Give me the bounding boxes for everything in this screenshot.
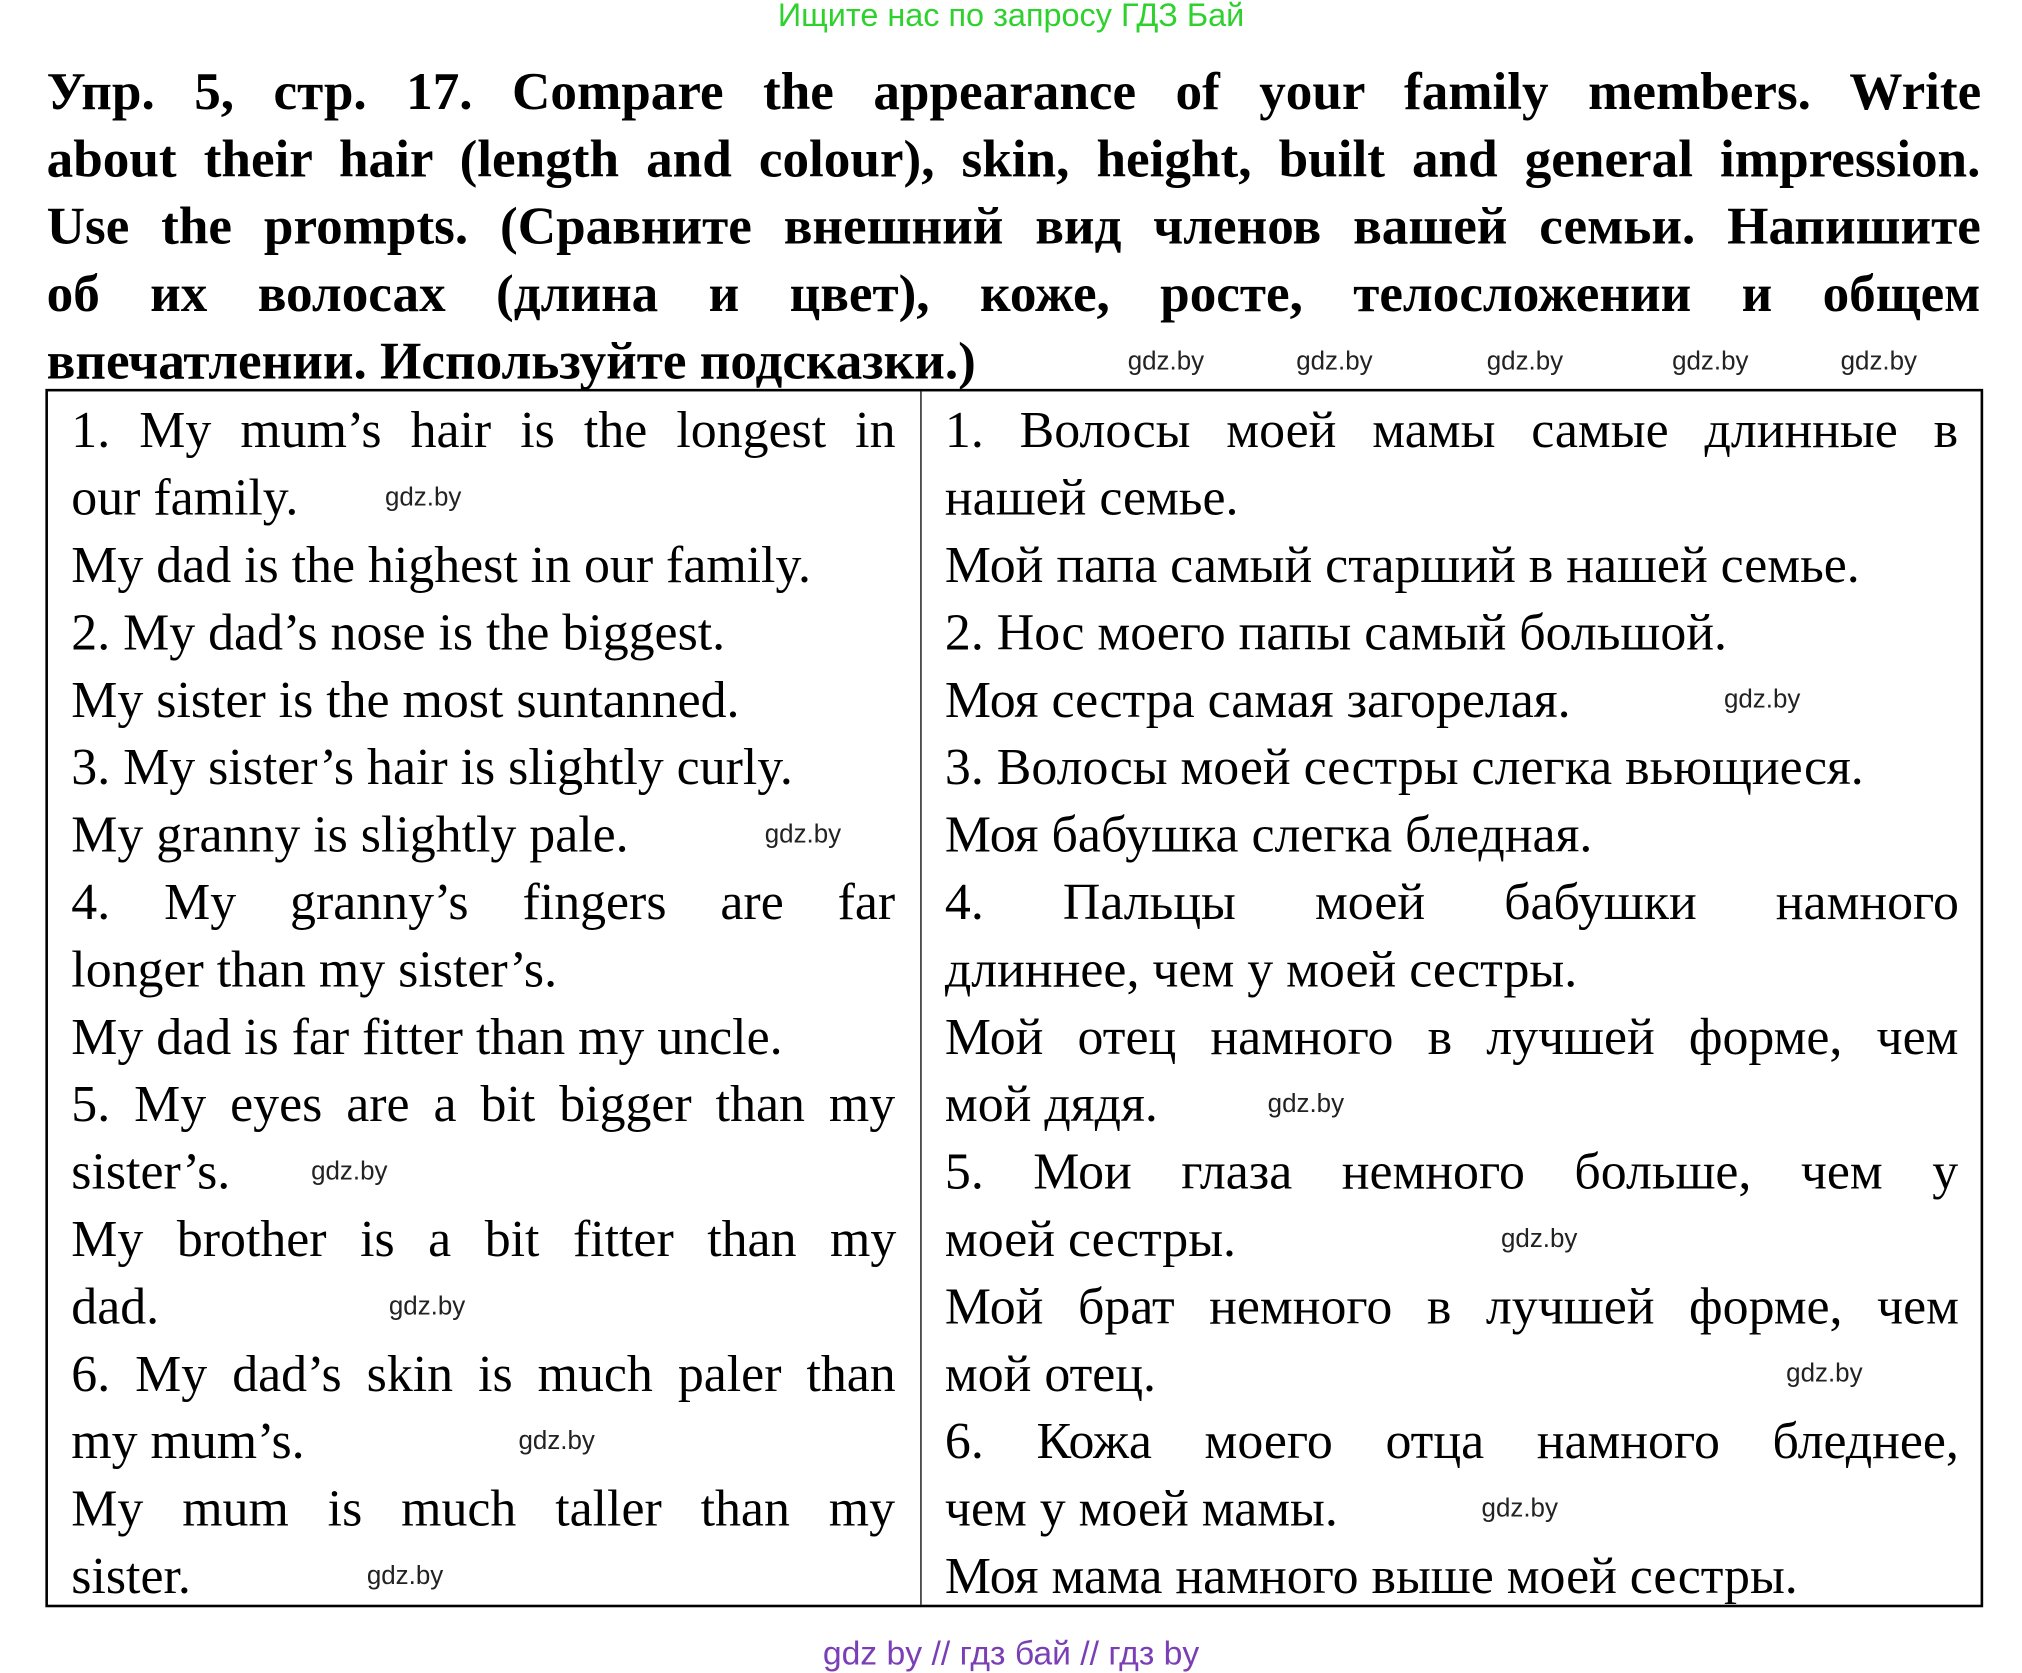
- russian-line-text: 6. Кожа моего отца намного бледнее,: [944, 1411, 1959, 1470]
- russian-line-text: 5. Мои глаза немного больше, чем у: [944, 1141, 1959, 1201]
- english-line: [71, 1138, 895, 1205]
- russian-line-text: нашей семье.: [944, 467, 1239, 527]
- english-line: [71, 397, 895, 464]
- russian-line-text: чем у моей мамы.: [944, 1478, 1338, 1538]
- search-banner: Ищите нас по запросу ГДЗ Бай: [777, 0, 1245, 34]
- english-line: [71, 1273, 895, 1340]
- russian-line-text: 2. Нос моего папы самый большой.: [944, 602, 1727, 662]
- russian-line: [945, 464, 1959, 531]
- heading-line-text: Use the prompts. (Сравните внешний вид членов вашей семьи. Напишите: [46, 195, 1981, 256]
- english-line-text: our family.: [71, 467, 299, 527]
- russian-line: [945, 1273, 1959, 1340]
- russian-line-text: Моя бабушка слегка бледная.: [944, 804, 1593, 864]
- russian-line-text: мой дядя.: [944, 1074, 1158, 1133]
- russian-line-text: Моя мама намного выше моей сестры.: [944, 1546, 1798, 1605]
- russian-line: [945, 1408, 1959, 1475]
- watermark: gdz.by: [384, 483, 462, 512]
- russian-line: [945, 1071, 1959, 1138]
- heading-line-text: об их волосах (длина и цвет), коже, росте, телосложении и общем: [46, 263, 1981, 323]
- russian-line-text: моей сестры.: [944, 1209, 1237, 1268]
- english-line-text: 1. My mum’s hair is the longest in: [71, 400, 896, 459]
- russian-line: [945, 1542, 1959, 1609]
- russian-line: [945, 599, 1959, 666]
- english-column: [71, 397, 895, 1610]
- heading-line: [47, 124, 1981, 191]
- english-line-text: 6. My dad’s skin is much paler than: [71, 1344, 896, 1403]
- english-line: [71, 531, 895, 598]
- russian-line-text: Мой брат немного в лучшей форме, чем: [944, 1276, 1959, 1336]
- english-line: [71, 1071, 895, 1138]
- answer-table: [45, 389, 1983, 1607]
- english-line-text: My dad is far fitter than my uncle.: [71, 1007, 783, 1066]
- russian-line-text: Мой папа самый старший в нашей семье.: [944, 535, 1860, 594]
- english-line-text: sister.: [71, 1546, 191, 1605]
- watermark: gdz.by: [1786, 1359, 1863, 1389]
- english-line-text: My dad is the highest in our family.: [71, 535, 811, 594]
- watermark: gdz.by: [1672, 347, 1749, 376]
- russian-line-text: Мой отец намного в лучшей форме, чем: [944, 1007, 1959, 1066]
- english-line-text: My mum is much taller than my: [71, 1478, 896, 1538]
- english-line-text: longer than my sister’s.: [71, 939, 558, 999]
- watermark: gdz.by: [1296, 347, 1373, 376]
- russian-line: [945, 531, 1959, 598]
- heading-line-text: Упр. 5, стр. 17. Compare the appearance of your family members. Write: [46, 60, 1982, 121]
- watermark: gdz.by: [764, 820, 842, 850]
- english-line-text: dad.: [71, 1276, 160, 1336]
- watermark: gdz.by: [1127, 347, 1205, 376]
- russian-line: [945, 1475, 1959, 1542]
- watermark: gdz.by: [1723, 685, 1801, 715]
- watermark: gdz.by: [311, 1157, 388, 1187]
- russian-line-text: 3. Волосы моей сестры слегка вьющиеся.: [944, 737, 1864, 796]
- russian-line: [945, 868, 1959, 935]
- russian-line-text: длиннее, чем у моей сестры.: [944, 939, 1578, 999]
- russian-line: [945, 1138, 1959, 1205]
- watermark: gdz.by: [388, 1292, 466, 1321]
- english-line-text: sister’s.: [71, 1141, 231, 1201]
- heading-line: [47, 57, 1981, 124]
- russian-line: [945, 666, 1959, 733]
- russian-line-text: мой отец.: [944, 1344, 1157, 1403]
- heading-line: [47, 259, 1981, 326]
- english-line: [71, 1003, 895, 1070]
- russian-line-text: 4. Пальцы моей бабушки намного: [944, 872, 1959, 931]
- russian-line: [945, 1205, 1959, 1272]
- watermark: gdz.by: [1481, 1494, 1558, 1524]
- watermark: gdz.by: [1267, 1090, 1345, 1119]
- watermark: gdz.by: [518, 1427, 595, 1456]
- exercise-heading: [47, 57, 1981, 394]
- russian-line: [945, 801, 1959, 868]
- russian-line: [945, 1003, 1959, 1070]
- russian-line: [945, 936, 1959, 1003]
- watermark: gdz.by: [366, 1561, 444, 1591]
- heading-line-text: about their hair (length and colour), skin, height, built and general impression.: [46, 128, 1981, 188]
- english-line-text: My brother is a bit fitter than my: [71, 1209, 897, 1268]
- english-line: [71, 1205, 895, 1272]
- english-line: [71, 1408, 895, 1475]
- english-line: [71, 734, 895, 801]
- english-line: [71, 666, 895, 733]
- watermark: gdz.by: [1486, 347, 1564, 376]
- russian-line: [945, 397, 1959, 464]
- english-line-text: my mum’s.: [71, 1411, 305, 1470]
- heading-line: [47, 192, 1981, 259]
- english-line: [71, 1340, 895, 1407]
- watermark: gdz.by: [1500, 1224, 1578, 1254]
- watermark: gdz.by: [1840, 347, 1917, 376]
- english-line: [71, 464, 895, 531]
- russian-line-text: 1. Волосы моей мамы самые длинные в: [944, 400, 1959, 459]
- english-line: [71, 936, 895, 1003]
- english-line-text: My sister is the most suntanned.: [71, 670, 740, 729]
- column-divider: [920, 391, 921, 1604]
- english-line-text: 3. My sister’s hair is slightly curly.: [71, 737, 793, 796]
- english-line: [71, 599, 895, 666]
- english-line-text: 4. My granny’s fingers are far: [71, 872, 896, 931]
- russian-line: [945, 734, 1959, 801]
- russian-column: [945, 397, 1959, 1610]
- heading-line-text: впечатлении. Используйте подсказки.): [46, 330, 976, 391]
- english-line: [71, 1542, 895, 1609]
- english-line-text: 5. My eyes are a bit bigger than my: [71, 1074, 896, 1133]
- english-line: [71, 1475, 895, 1542]
- english-line: [71, 868, 895, 935]
- english-line-text: My granny is slightly pale.: [71, 804, 629, 864]
- russian-line-text: Моя сестра самая загорелая.: [944, 670, 1571, 729]
- english-line-text: 2. My dad’s nose is the biggest.: [71, 602, 726, 662]
- footer-links: gdz by // гдз бай // гдз by: [822, 1633, 1200, 1673]
